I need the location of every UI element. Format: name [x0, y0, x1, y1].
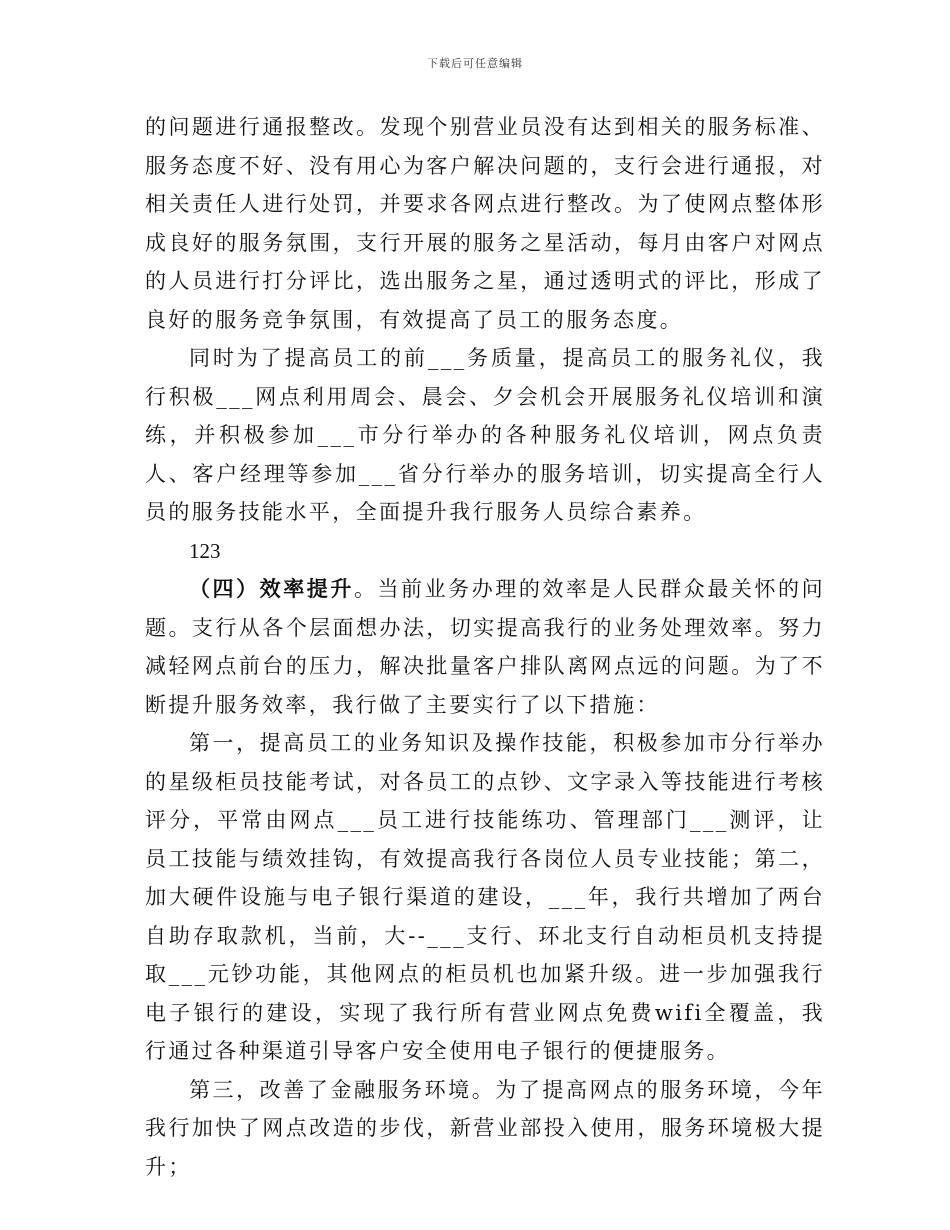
document-body [145, 108, 825, 1186]
section-heading: （四）效率提升 [189, 576, 354, 601]
paragraph-2: 同时为了提高员工的前___务质量，提高员工的服务礼仪，我行积极___网点利用周会、晨会、夕会机会开展服务礼仪培训和演练，并积极参加___市分行举办的各种服务礼仪培训，网点负责人、客户经理等参加___省分行举办的服务培训，切实提高全行人员的服务技能水平，全面提升我行服务人员综合素养。 [145, 346, 825, 524]
paragraph-efficiency [145, 570, 825, 724]
page-number-marker: 123 [189, 538, 221, 563]
page-header: 下载后可任意编辑 [427, 57, 523, 70]
paragraph-efficiency-text: 。当前业务办理的效率是人民群众最关怀的问题。支行从各个层面想办法，切实提高我行的业务处理效率。努力减轻网点前台的压力，解决批量客户排队离网点远的问题。为了不断提升服务效率，我行做了主要实行了以下措施： [145, 577, 825, 717]
paragraph-measures-1-2: 第一，提高员工的业务知识及操作技能，积极参加市分行举办的星级柜员技能考试，对各员工的点钞、文字录入等技能进行考核评分，平常由网点___员工进行技能练功、管理部门___测评，让员工技能与绩效挂钩，有效提高我行各岗位人员专业技能；第二，加大硬件设施与电子银行渠道的建设，___年，我行共增加了两台自助存取款机，当前，大--___支行、环北支行自动柜员机支持提取___元钞功能，其他网点的柜员机也加紧升级。进一步加强我行电子银行的建设，实现了我行所有营业网点免费wifi全覆盖，我行通过各种渠道引导客户安全使用电子银行的便捷服务。 [145, 731, 825, 1063]
paragraph-measure-3: 第三，改善了金融服务环境。为了提高网点的服务环境，今年我行加快了网点改造的步伐，新营业部投入使用，服务环境极大提升； [145, 1077, 825, 1179]
paragraph-1: 的问题进行通报整改。发现个别营业员没有达到相关的服务标准、服务态度不好、没有用心为客户解决问题的，支行会进行通报，对相关责任人进行处罚，并要求各网点进行整改。为了使网点整体形成良好的服务氛围，支行开展的服务之星活动，每月由客户对网点的人员进行打分评比，选出服务之星，通过透明式的评比，形成了良好的服务竞争氛围，有效提高了员工的服务态度。 [145, 115, 825, 332]
